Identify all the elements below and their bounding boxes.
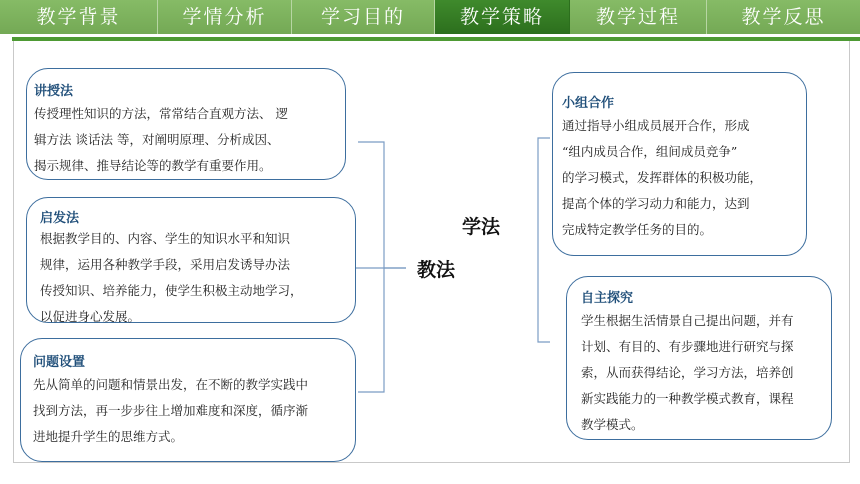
tab-learning-objectives[interactable]: 学习目的 (292, 0, 435, 34)
method-card-questioning (20, 338, 356, 462)
method-card-inquiry (566, 276, 832, 440)
tab-learner-analysis[interactable]: 学情分析 (158, 0, 292, 34)
text-line: 完成特定教学任务的目的。 (562, 222, 713, 237)
text-line: 根据教学目的、内容、学生的知识水平和知识 (40, 231, 291, 246)
method-card-lecture (26, 68, 346, 180)
method-title-group-cooperation: 小组合作 (562, 96, 615, 111)
brace-bottom (358, 268, 384, 392)
tab-teaching-reflection[interactable]: 教学反思 (707, 0, 860, 34)
text-line: 辑方法 谈话法 等，对阐明原理、分析成因、 (34, 132, 280, 147)
text-line: “组内成员合作，组间成员竞争” (562, 144, 738, 159)
text-line: 学生根据生活情景自己提出问题，并有 (581, 313, 794, 328)
teaching-methods-label: 教法 (417, 259, 456, 281)
text-line: 以促进身心发展。 (40, 309, 141, 324)
text-line: 新实践能力的一种教学模式教育，课程 (581, 391, 794, 406)
learning-methods-label: 学法 (462, 216, 501, 238)
text-line: 先从简单的问题和情景出发，在不断的教学实践中 (33, 377, 309, 392)
method-text-inquiry (581, 308, 794, 438)
method-card-group-cooperation (552, 72, 807, 256)
tab-teaching-background[interactable]: 教学背景 (0, 0, 158, 34)
method-card-heuristic (26, 197, 356, 323)
method-title-lecture: 讲授法 (34, 84, 74, 99)
method-text-heuristic (40, 226, 303, 330)
text-line: 索，从而获得结论，学习方法，培养创 (581, 365, 794, 380)
text-line: 揭示规律、推导结论等的教学有重要作用。 (34, 158, 272, 173)
text-line: 提高个体的学习动力和能力，达到 (562, 196, 750, 211)
text-line: 的学习模式，发挥群体的积极功能， (562, 170, 763, 185)
method-text-questioning (33, 372, 308, 450)
text-line: 传授知识、培养能力，使学生积极主动地学习， (40, 283, 303, 298)
text-line: 找到方法，再一步步往上增加难度和深度，循序渐 (33, 403, 309, 418)
method-title-questioning: 问题设置 (33, 355, 86, 370)
method-text-group-cooperation (562, 113, 762, 243)
brace-top (358, 142, 406, 268)
text-line: 通过指导小组成员展开合作，形成 (562, 118, 750, 133)
text-line: 传授理性知识的方法，常常结合直观方法、 逻 (34, 106, 288, 121)
text-line: 计划、有目的、有步骤地进行研究与探 (581, 339, 794, 354)
text-line: 进地提升学生的思维方式。 (33, 429, 184, 444)
text-line: 教学模式。 (581, 417, 644, 432)
right-brace (538, 138, 550, 342)
text-line: 规律，运用各种教学手段，采用启发诱导办法 (40, 257, 291, 272)
tab-teaching-process[interactable]: 教学过程 (570, 0, 707, 34)
tab-teaching-strategy[interactable]: 教学策略 (435, 0, 570, 34)
method-title-heuristic: 启发法 (40, 211, 80, 226)
method-text-lecture (34, 101, 288, 179)
method-title-inquiry: 自主探究 (581, 291, 634, 306)
